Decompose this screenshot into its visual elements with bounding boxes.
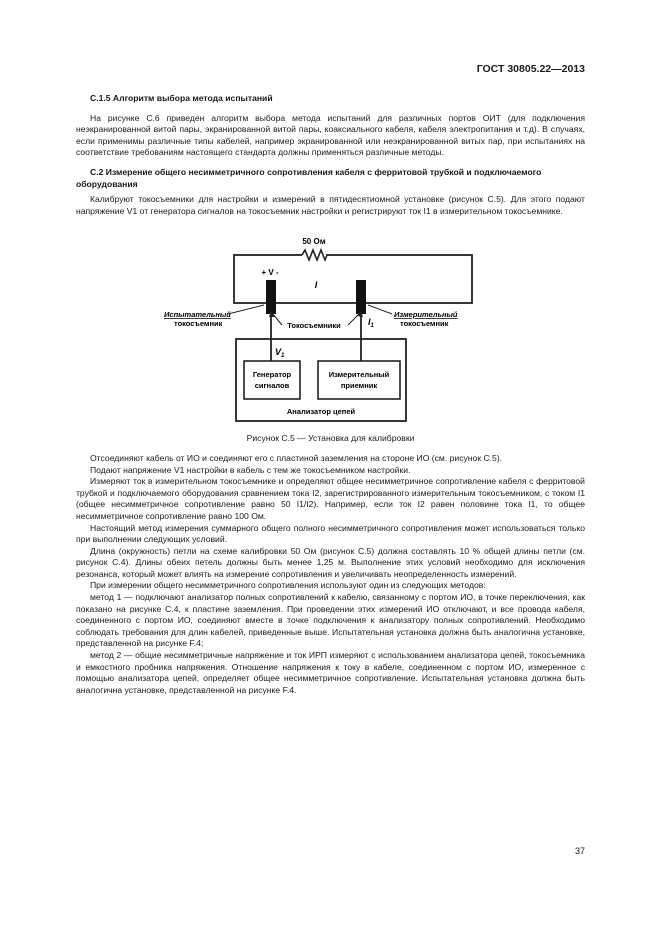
test-probe-leader (228, 305, 264, 314)
section-c15-text: На рисунке С.6 приведен алгоритм выбора метода испытаний для различных портов ОИТ (для подключения неэкранированной витой пары, экранированной витой пары, коаксиального кабеля, кабеля электропитания и т.д). В случаях, если применимы различные типы кабелей, например экранированной или неэкранированной витых пар, при испытаниях на соответствие требованиям настоящего стандарта должны применяться различные методы. (76, 112, 585, 158)
measuring-probe-leader (368, 305, 392, 314)
voltage-label: + V - (261, 268, 279, 278)
generator-label-1: Генератор (252, 370, 292, 380)
test-probe (266, 280, 276, 314)
test-probe-label-1: Испытательный (164, 310, 231, 320)
calibration-diagram (76, 225, 585, 431)
test-probe-label-2: токосъемник (174, 319, 223, 329)
body-p1: Отсоединяют кабель от ИО и соединяют его с пластиной заземления на стороне ИО (см. рисунок С.5). (90, 452, 503, 463)
figure-caption: Рисунок С.5 — Установка для калибровки (246, 433, 415, 444)
body-p6: При измерении общего несимметричного сопротивления используют один из следующих методов: (90, 580, 486, 591)
v1-label: $V_1$ (275, 347, 285, 360)
body-p7-method-1: метод 1 — подключают анализатор полных сопротивлений к кабелю, связанному с портом ИО, в точке переключения, как показано на рисунке С.4, к пластине заземления. При проведении этих измерений ИО отключают, и все провода кабеля, соединенного с портом ИО, соединяют вместе в точке подключения к анализатору полных сопротивлений. Необходимо соблюдать требования для длин кабелей, приведенные выше. Испытательная установка должна быть аналогична установке, представленной на рисунке F.4; (76, 592, 585, 649)
section-c2-title: С.2 Измерение общего несимметричного сопротивления кабеля с ферритовой трубкой и подключаемого оборудования (76, 166, 542, 189)
measuring-probe (356, 280, 366, 314)
body-p5: Длина (окружность) петли на схеме калибровки 50 Ом (рисунок С.5) должна составлять 10 % общей длины петли (см. рисунок С.4). Длины обеих петель должны быть менее 1,25 м. Выполнение этих условий необходимо для исключения резонанса, который может влиять на измерение сопротивления и увеличивать неопределенность измерений. (76, 545, 585, 579)
resistor-label: 50 Ом (302, 237, 326, 247)
receiver-label-1: Измерительный (328, 370, 390, 380)
document-standard-header: ГОСТ 30805.22—2013 (476, 63, 585, 75)
i1-label: $I_1$ (368, 317, 374, 330)
receiver-box (318, 361, 400, 399)
analyzer-label: Анализатор цепей (286, 407, 356, 417)
body-p3: Измеряют ток в измерительном токосъемнике и определяют общее несимметричное сопротивление кабеля с ферритовой трубкой и подключаемого оборудования сравнением тока I2, зарегистрированного измерительным токосъемником, с током I1 (общее несимметричное сопротивление равно 50 I1/I2). Например, если ток I2 равен половине тока I1, то общее несимметричное сопротивление равно 100 Ом. (76, 476, 585, 521)
body-p4: Настоящий метод измерения суммарного общего полного несимметричного сопротивления может использоваться только при выполнении следующих условий. (76, 522, 585, 545)
receiver-label-2: приемник (340, 381, 378, 391)
body-p2: Подают напряжение V1 настройки в кабель с тем же токосъемником настройки. (90, 464, 411, 475)
generator-label-2: сигналов (254, 381, 290, 391)
page-content (76, 93, 585, 696)
probes-label: Токосъемники (287, 321, 341, 331)
body-p8-method-2: метод 2 — общие несимметричные напряжение и ток ИРП измеряют с использованием анализатора цепей, токосъемника и емкостного пробника напряжения. Отношение напряжения к току в кабеле, соединенном с портом ИО, измеренное с помощью анализатора цепей, определяет общее несимметричное сопротивление. Испытательная установка должна быть аналогична установке, представленной на рисунке F.4. (76, 650, 585, 695)
section-c2-text: Калибруют токосъемники для настройки и измерений в пятидесятиомной установке (рисунок С.5). Для этого подают напряжение V1 от генератора сигналов на токосъемник настройки и регистрируют ток I1 в измерительном токосъемнике. (76, 194, 585, 216)
signal-generator-box (244, 361, 300, 399)
current-label: I (314, 280, 318, 291)
measuring-probe-label-2: токосъемник (400, 319, 449, 329)
figure-c5-calibration-setup (76, 225, 585, 431)
measuring-probe-label-1: Измерительный (394, 310, 458, 320)
section-c15-title: С.1.5 Алгоритм выбора метода испытаний (90, 93, 273, 103)
page-number: 37 (574, 846, 585, 856)
